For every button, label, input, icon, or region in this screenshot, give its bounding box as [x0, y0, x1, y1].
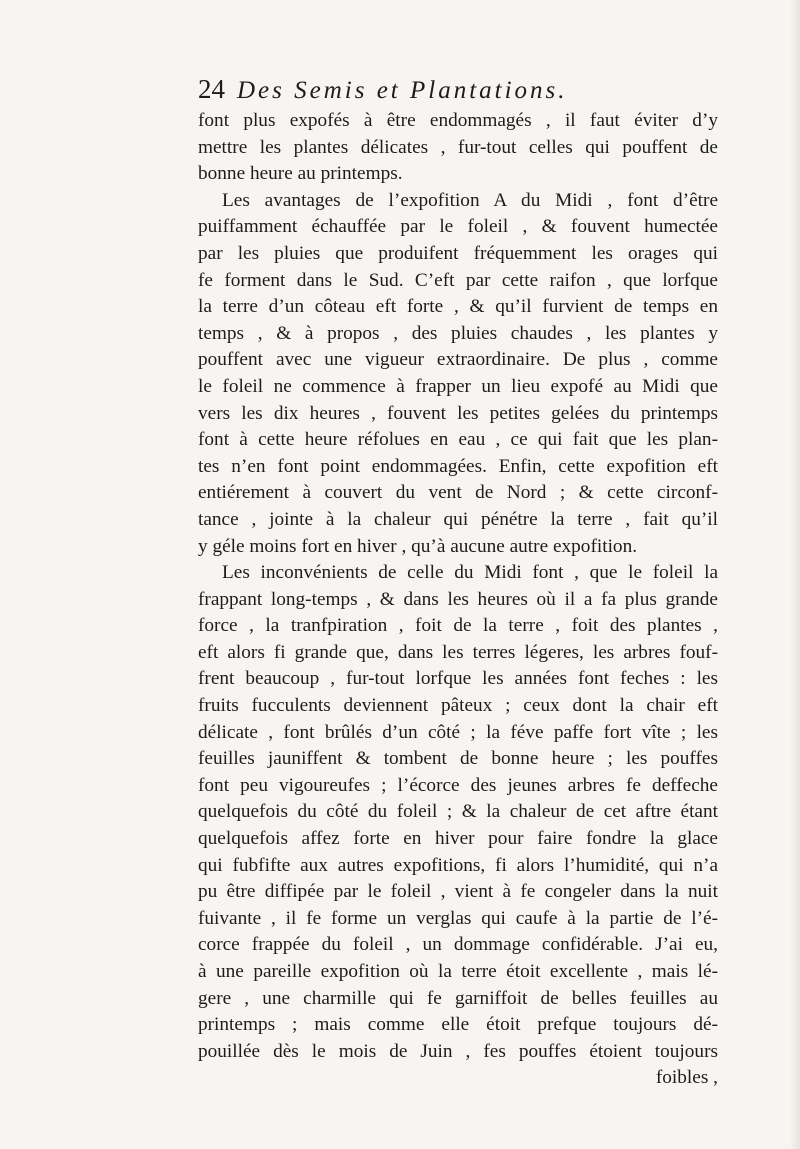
text-line: pouillée dès le mois de Juin , fes pouffes étoient toujours	[198, 1040, 718, 1062]
body-text	[198, 108, 718, 1092]
text-line: le foleil ne commence à frapper un lieu expofé au Midi que	[198, 375, 718, 397]
text-line: fuivante , il fe forme un verglas qui caufe à la partie de l’é-	[198, 907, 718, 929]
text-line: qui fubfifte aux autres expofitions, fi alors l’humidité, qui n’a	[198, 854, 718, 876]
text-line: tance , jointe à la chaleur qui pénétre la terre , fait qu’il	[198, 508, 718, 530]
text-line: par les pluies que produifent fréquemment les orages qui	[198, 242, 718, 264]
running-head: Des Semis et Plantations.	[237, 77, 568, 104]
text-line: frappant long-temps , & dans les heures où il a fa plus grande	[198, 588, 718, 610]
text-line: fe forment dans le Sud. C’eft par cette raifon , que lorfque	[198, 269, 718, 291]
text-line: y géle moins fort en hiver , qu’à aucune autre expofition.	[198, 535, 638, 557]
text-line: fruits fucculents deviennent pâteux ; ceux dont la chair eft	[198, 695, 718, 717]
text-line: quelquefois affez forte en hiver pour faire fondre la glace	[198, 828, 718, 850]
text-line: pouffent avec une vigueur extraordinaire. De plus , comme	[198, 349, 718, 371]
text-line: tes n’en font point endommagées. Enfin, cette expofition eft	[198, 455, 718, 477]
text-line: force , la tranfpiration , foit de la terre , foit des plantes ,	[198, 615, 718, 637]
text-line: corce frappée du foleil , un dommage confidérable. J’ai eu,	[198, 934, 718, 956]
page-binding-shadow	[790, 0, 800, 1149]
text-line: mettre les plantes délicates , fur-tout celles qui pouffent de	[198, 136, 718, 158]
text-line: vers les dix heures , fouvent les petites gelées du printemps	[198, 402, 718, 424]
catchword: foibles ,	[655, 1067, 718, 1089]
text-line: la terre d’un côteau eft forte , & qu’il furvient de temps en	[198, 296, 718, 318]
text-line: font à cette heure réfolues en eau , ce qui fait que les plan-	[198, 429, 718, 451]
text-line: pu être diffipée par le foleil , vient à fe congeler dans la nuit	[198, 881, 718, 903]
text-line: bonne heure au printemps.	[198, 163, 403, 185]
text-line: eft alors fi grande que, dans les terres légeres, les arbres fouf-	[198, 641, 718, 663]
text-line: font plus expofés à être endommagés , il faut éviter d’y	[198, 110, 718, 131]
text-line: frent beaucoup , fur-tout lorfque les années font feches : les	[198, 668, 718, 690]
page-header	[198, 74, 718, 110]
text-line: printemps ; mais comme elle étoit prefque toujours dé-	[198, 1014, 718, 1036]
text-line: temps , & à propos , des pluies chaudes , les plantes y	[198, 322, 718, 344]
text-line: à une pareille expofition où la terre étoit excellente , mais lé-	[198, 961, 718, 982]
text-line: quelquefois du côté du foleil ; & la chaleur de cet aftre étant	[198, 801, 718, 823]
text-line: puiffamment échauffée par le foleil , & fouvent humectée	[198, 216, 718, 238]
text-line: délicate , font brûlés d’un côté ; la féve paffe fort vîte ; les	[198, 721, 718, 743]
text-line: Les avantages de l’expofition A du Midi , font d’être	[222, 189, 718, 211]
text-line: entiérement à couvert du vent de Nord ; & cette circonf-	[198, 482, 718, 504]
page-number: 24	[198, 74, 225, 104]
text-line: Les inconvénients de celle du Midi font , que le foleil la	[222, 562, 718, 584]
text-line: feuilles jauniffent & tombent de bonne heure ; les pouffes	[198, 748, 718, 770]
text-line: font peu vigoureufes ; l’écorce des jeunes arbres fe deffeche	[198, 774, 718, 796]
text-line: gere , une charmille qui fe garniffoit de belles feuilles au	[198, 987, 718, 1009]
